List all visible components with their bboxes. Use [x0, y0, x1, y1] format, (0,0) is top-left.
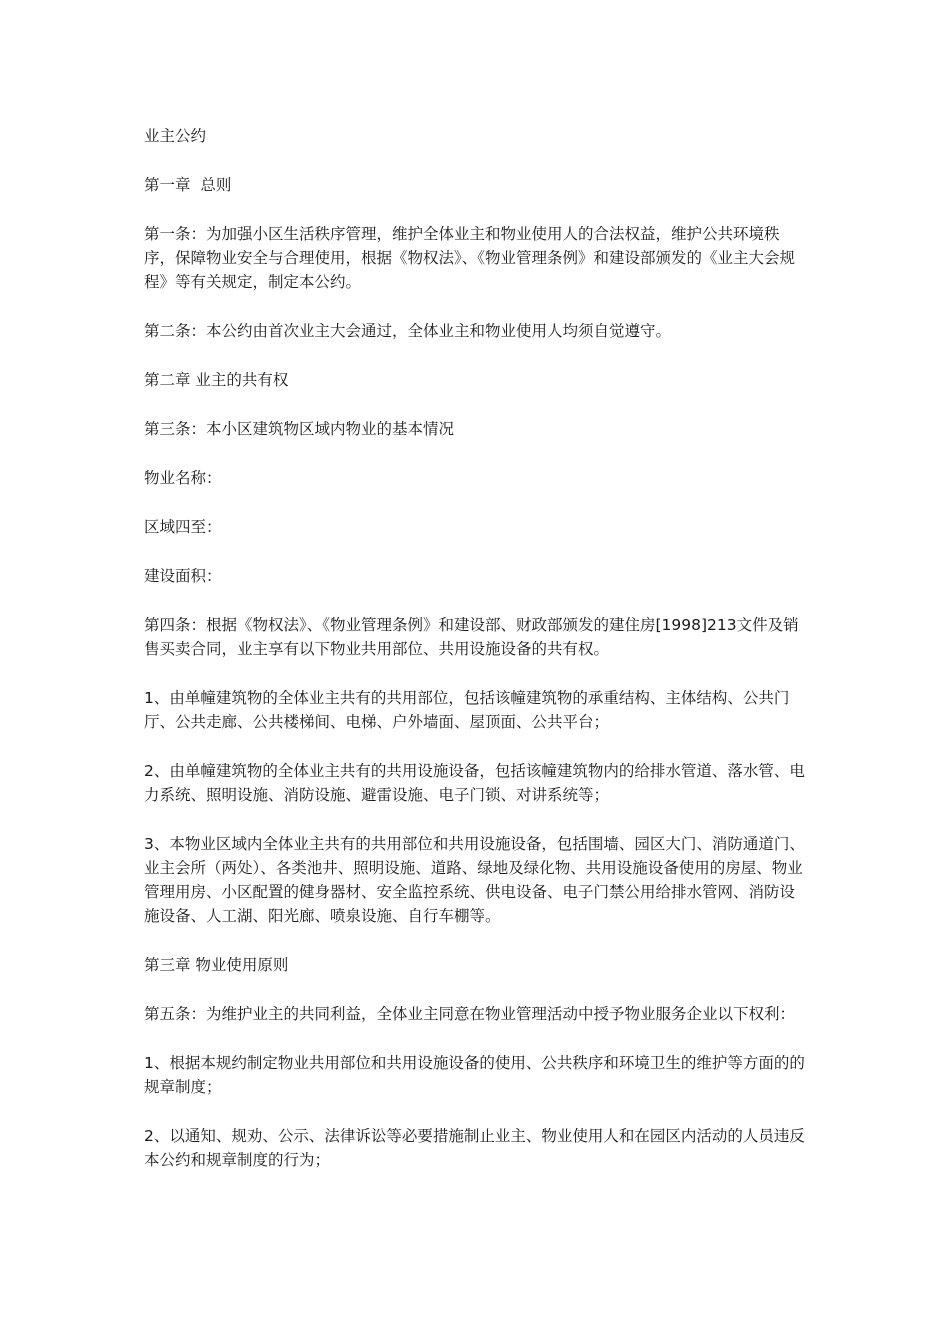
list-item: 3、本物业区域内全体业主共有的共用部位和共用设施设备，包括围墙、园区大门、消防通道门、业主会所（两处）、各类池井、照明设施、道路、绿地及绿化物、共用设施设备使用的房屋、物业管理用房、小区配置的健身器材、安全监控系统、供电设备、电子门禁公用给排水管网、消防设施设备、人工湖、阳光廊、喷泉设施、自行车棚等。 [144, 835, 805, 925]
document-title: 业主公约 [144, 127, 207, 145]
boundaries-line: 区域四至： [144, 518, 222, 536]
chapter-heading: 第一章 总则 [144, 176, 232, 194]
article-paragraph: 第三条：本小区建筑物区域内物业的基本情况 [144, 420, 455, 438]
list-item: 1、根据本规约制定物业共用部位和共用设施设备的使用、公共秩序和环境卫生的维护等方面的的规章制度； [144, 1054, 805, 1096]
article-paragraph: 第一条：为加强小区生活秩序管理，维护全体业主和物业使用人的合法权益，维护公共环境秩序，保障物业安全与合理使用，根据《物权法》、《物业管理条例》和建设部颁发的《业主大会规程》等有关规定，制定本公约。 [144, 225, 796, 291]
chapter-heading: 第二章 业主的共有权 [144, 371, 289, 389]
list-item: 1、由单幢建筑物的全体业主共有的共用部位，包括该幢建筑物的承重结构、主体结构、公共门厅、公共走廊、公共楼梯间、电梯、户外墙面、屋顶面、公共平台； [144, 689, 790, 731]
list-item: 2、以通知、规劝、公示、法律诉讼等必要措施制止业主、物业使用人和在园区内活动的人员违反本公约和规章制度的行为； [144, 1127, 805, 1169]
article-paragraph: 第五条：为维护业主的共同利益，全体业主同意在物业管理活动中授予物业服务企业以下权利： [144, 1005, 796, 1023]
floor-area-line: 建设面积： [144, 567, 222, 585]
document-body [144, 124, 808, 1197]
article-paragraph: 第二条：本公约由首次业主大会通过，全体业主和物业使用人均须自觉遵守。 [144, 322, 672, 340]
chapter-heading: 第三章 物业使用原则 [144, 956, 289, 974]
article-paragraph: 第四条：根据《物权法》、《物业管理条例》和建设部、财政部颁发的建住房[1998]213文件及销售买卖合同，业主享有以下物业共用部位、共用设施设备的共有权。 [144, 616, 799, 658]
property-name-line: 物业名称： [144, 469, 222, 487]
list-item: 2、由单幢建筑物的全体业主共有的共用设施设备，包括该幢建筑物内的给排水管道、落水管、电力系统、照明设施、消防设施、避雷设施、电子门锁、对讲系统等； [144, 762, 805, 804]
